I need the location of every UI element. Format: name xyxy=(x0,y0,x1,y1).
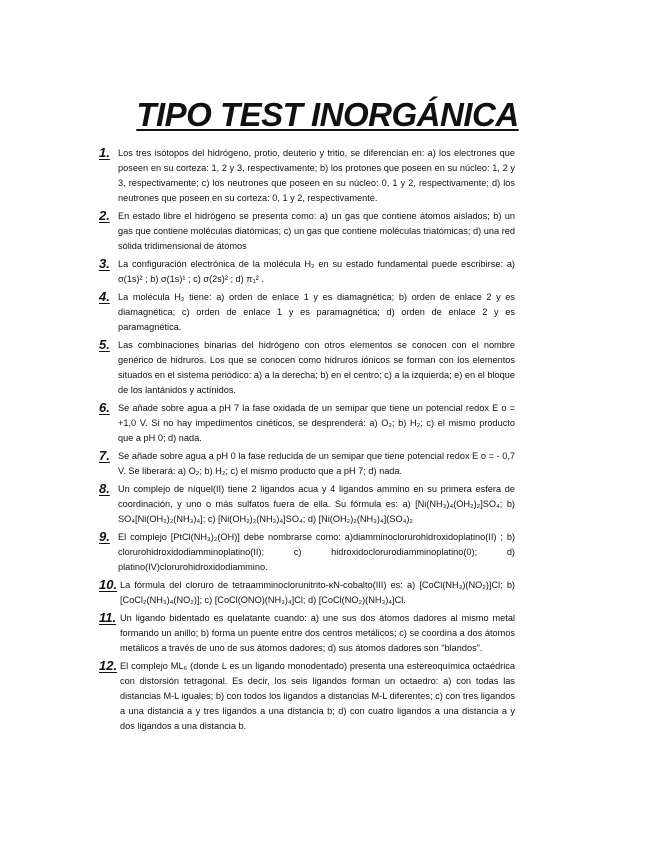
question-list xyxy=(99,146,515,737)
question-item xyxy=(99,257,515,287)
question-text: El complejo [PtCl(NH₃)₂(OH)] debe nombrarse como: a)diamminoclorurohidroxidoplatino(II) ; b) clorurohidroxidodiamminoplatino(II); c) hidroxidoclorurodiamminoplatino(0); d) platino(IV)clorurohidroxidodiammino. xyxy=(118,532,515,572)
question-item xyxy=(99,530,515,575)
question-text: En estado libre el hidrógeno se presenta como: a) un gas que contiene átomos aislados; b) un gas que contiene moléculas diatómicas; c) un gas que contiene moléculas triatómicas; d) una red sólida tridimensional de átomos xyxy=(118,211,515,251)
question-text: La configuración electrónica de la molécula H₂ en su estado fundamental puede escribirse: a) σ(1s)² ; b) σ(1s)¹ ; c) σ(2s)² ; d) π₁² . xyxy=(118,259,515,284)
question-number: 10. xyxy=(99,577,118,592)
question-text: Se añade sobre agua a pH 7 la fase oxidada de un semipar que tiene un potencial redox E o = +1,0 V. Si no hay impedimentos cinéticos, se desprenderá: a) O₂; b) H₂; c) el mismo producto que a pH 0; d) nada. xyxy=(118,403,515,443)
question-number: 6. xyxy=(99,400,110,415)
question-number: 1. xyxy=(99,145,110,160)
question-item xyxy=(99,146,515,206)
question-number: 12. xyxy=(99,658,118,673)
question-number: 9. xyxy=(99,529,110,544)
page-title: TIPO TEST INORGÁNICA xyxy=(136,96,519,133)
question-number: 8. xyxy=(99,481,110,496)
question-item xyxy=(99,611,515,656)
question-item xyxy=(99,209,515,254)
question-item xyxy=(99,578,515,608)
question-number: 2. xyxy=(99,208,110,223)
question-number: 7. xyxy=(99,448,110,463)
question-text: El complejo ML₆ (donde L es un ligando monodentado) presenta una estereoquímica octaédrica con distorsión tetragonal. Es decir, los seis ligandos forman un octaedro: a) con todas las distancias M-L iguales; b) con todos los ligandos a distancias M-L diferentes; c) con tres ligandos a una distancia a y tres ligandos a una distancia b; d) con cuatro ligandos a una distancia a y dos ligandos a una distancia b. xyxy=(120,661,515,731)
question-item xyxy=(99,659,515,734)
question-number: 5. xyxy=(99,337,110,352)
question-number: 3. xyxy=(99,256,110,271)
question-text: Un ligando bidentado es quelatante cuando: a) une sus dos átomos dadores al mismo metal formando un anillo; b) forma un puente entre dos centros metálicos; c) se coordina a dos átomos metálicos a través de uno de sus átomos dadores; d) sus átomos dadores son "blandos". xyxy=(120,613,515,653)
question-text: Se añade sobre agua a pH 0 la fase reducida de un semipar que tiene potencial redox E o = - 0,7 V. Se liberará: a) O₂; b) H₂; c) el mismo producto que a pH 7; d) nada. xyxy=(118,451,515,476)
question-text: La molécula H₂ tiene: a) orden de enlace 1 y es diamagnética; b) orden de enlace 2 y es diamagnética; c) orden de enlace 1 y es paramagnética; d) orden de enlace 2 y es paramagnética. xyxy=(118,292,515,332)
question-item xyxy=(99,449,515,479)
question-item xyxy=(99,482,515,527)
question-text: Los tres isótopos del hidrógeno, protio, deuterio y tritio, se diferencian en: a) los electrones que poseen en su corteza: 1, 2 y 3, respectivamente; b) los protones que poseen en su núcleo: 1, 2 y 3, respectivamente; c) los neutrones que poseen en su núcleo: 0, 1 y 2, respectivamente; d) los neutrones que poseen en su corteza: 0, 1 y 2, respectivamente. xyxy=(118,148,515,203)
question-text: Las combinaciones binarias del hidrógeno con otros elementos se conocen con el nombre genérico de hidruros. Los que se conocen como hidruros iónicos se forman con los elementos situados en el sistema periódico: a) a la derecha; b) en el centro; c) a la izquierda; e) en el bloque de los lantánidos y actínidos. xyxy=(118,340,515,395)
question-number: 4. xyxy=(99,289,110,304)
question-item xyxy=(99,338,515,398)
question-number: 11. xyxy=(99,610,117,625)
question-text: Un complejo de níquel(II) tiene 2 ligandos acua y 4 ligandos ammino en su primera esfera de coordinación, y uno o más sulfatos fuera de ella. Su fórmula es: a) [Ni(NH₃)₄(OH₂)₂]SO₄; b) SO₄[Ni(OH₂)₂(NH₃)₄]; c) [Ni(OH₂)₂(NH₃)₄]SO₄; d) [Ni(OH₂)₂(NH₃)₄](SO₄)₂ xyxy=(118,484,515,524)
question-item xyxy=(99,401,515,446)
question-item xyxy=(99,290,515,335)
question-text: La fórmula del cloruro de tetraamminoclorunitrito-κN-cobalto(III) es: a) [CoCl(NH₃)(NO₂)]Cl; b) [CoCl₂(NH₃)₄(NO₂)]; c) [CoCl(ONO)(NH₃)₄]Cl; d) [CoCl(NO₂)(NH₃)₄]Cl. xyxy=(120,580,515,605)
